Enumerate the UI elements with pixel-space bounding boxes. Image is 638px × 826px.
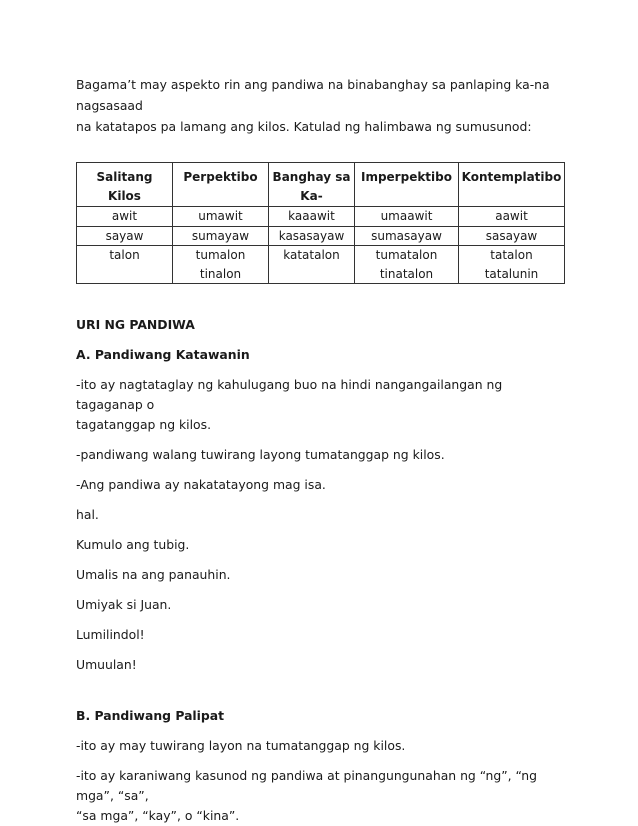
definition-line: -ito ay karaniwang kasunod ng pandiwa at pinangungunahan ng “ng”, “ng mga”, “sa”, [76,768,537,803]
table-cell [77,207,173,227]
definition-block [76,375,560,435]
table-cell [355,207,459,227]
cell-text: sumayaw [191,228,250,243]
section-title: URI NG PANDIWA [76,317,195,332]
table-cell [269,207,355,227]
cell-text: kasasayaw [278,228,345,243]
intro-line: na katatapos pa lamang ang kilos. Katulad ng halimbawa ng sumusunod: [76,119,532,134]
cell-text: tumalon [195,248,246,262]
table-row [77,226,565,246]
header-banghay-sa-ka: Banghay sa Ka- [269,163,355,207]
conjugation-table [76,162,565,284]
cell-text: sumasayaw [371,228,442,243]
definition-line: tagatanggap ng kilos. [76,417,212,432]
table-cell [173,246,269,284]
table-cell [459,246,565,284]
definition-block [76,766,560,826]
table-cell [269,246,355,284]
cell-text: katatalon [283,248,340,262]
cell-text: sayaw [105,228,144,243]
example-label: hal. [76,507,99,522]
definition-line: “sa mga”, “kay”, o “kina”. [76,808,240,823]
table-cell [173,207,269,227]
cell-text: umaawit [380,209,433,223]
table-cell [355,226,459,246]
table-cell [355,246,459,284]
definition-line: -ito ay nagtataglay ng kahulugang buo na hindi nangangailangan ng tagaganap o [76,377,503,412]
cell-text: tumatalon [375,248,438,262]
intro-paragraph [76,74,560,137]
cell-text: tatalunin [484,266,539,281]
header-perpektibo: Perpektibo [173,163,269,207]
definition-line: -pandiwang walang tuwirang layong tumatanggap ng kilos. [76,447,445,462]
example-item: Umalis na ang panauhin. [76,567,231,582]
cell-text: tinalon [199,266,242,281]
cell-text: tinatalon [379,266,434,281]
intro-line: Bagama’t may aspekto rin ang pandiwa na binabanghay sa panlaping ka-na nagsasaad [76,77,550,113]
table-cell [459,226,565,246]
table-header-row [77,163,565,207]
table-cell [77,246,173,284]
header-imperpektibo: Imperpektibo [355,163,459,207]
table-cell [173,226,269,246]
subsection-title-katawanin: A. Pandiwang Katawanin [76,347,250,362]
table-cell [459,207,565,227]
table-cell [269,226,355,246]
example-item: Lumilindol! [76,627,145,642]
header-kontemplatibo: Kontemplatibo [459,163,565,207]
table-row [77,246,565,284]
cell-text: aawit [495,209,528,223]
header-salitang-kilos: Salitang Kilos [77,163,173,207]
cell-text: tatalon [490,248,533,262]
cell-text: kaaawit [288,209,335,223]
table-row [77,207,565,227]
subsection-title-palipat: B. Pandiwang Palipat [76,708,225,723]
cell-text: awit [111,209,138,223]
example-item: Umiyak si Juan. [76,597,172,612]
example-item: Kumulo ang tubig. [76,537,190,552]
cell-text: sasayaw [485,228,538,243]
cell-text: talon [109,248,140,262]
table-cell [77,226,173,246]
cell-text: umawit [198,209,243,223]
example-item: Umuulan! [76,657,137,672]
definition-line: -Ang pandiwa ay nakatatayong mag isa. [76,477,326,492]
definition-line: -ito ay may tuwirang layon na tumatanggap ng kilos. [76,738,406,753]
